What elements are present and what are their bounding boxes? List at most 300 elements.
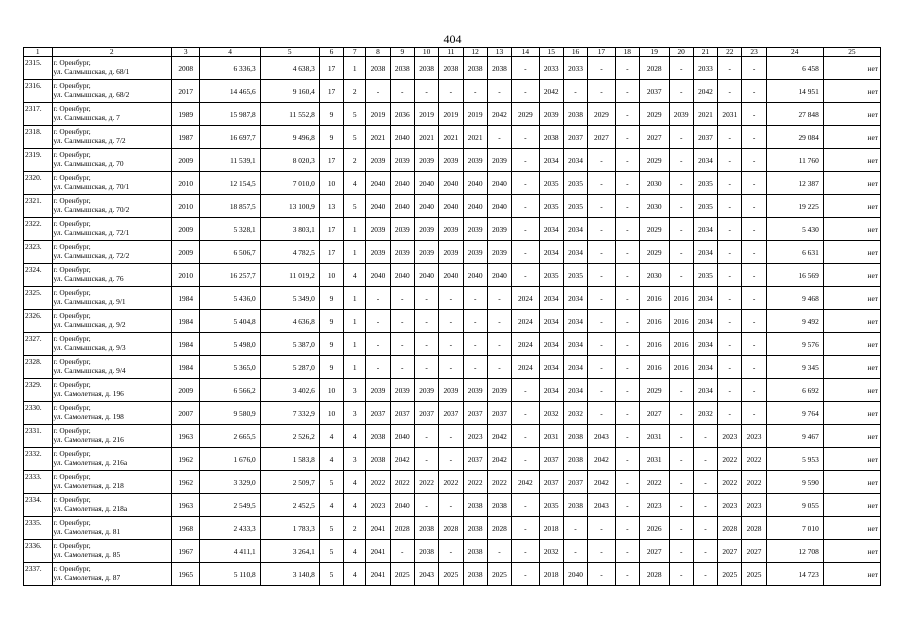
cell-col-6: 10 (319, 379, 343, 402)
cell-col-25: нет (823, 149, 880, 172)
cell-col-18: - (615, 310, 639, 333)
address-city: г. Оренбург, (53, 472, 91, 481)
cell-col-21: 2033 (693, 57, 717, 80)
cell-col-14: - (512, 517, 539, 540)
cell-col-10: 2039 (414, 379, 438, 402)
address-street: ул. Салмышская, д. 76 (53, 274, 124, 283)
cell-col-16: 2034 (563, 356, 587, 379)
cell-col-20: 2016 (669, 333, 693, 356)
cell-col-11: 2040 (439, 172, 463, 195)
cell-col-17: - (588, 310, 615, 333)
cell-col-11: 2028 (439, 517, 463, 540)
cell-col-13: 2022 (487, 471, 511, 494)
cell-col-3: 1987 (171, 126, 200, 149)
cell-col-19: 2016 (639, 333, 669, 356)
cell-col-16: 2040 (563, 563, 587, 586)
cell-col-17: 2043 (588, 494, 615, 517)
cell-col-23: - (742, 195, 766, 218)
cell-col-7: 5 (344, 126, 366, 149)
cell-col-17: - (588, 264, 615, 287)
cell-col-3: 1963 (171, 425, 200, 448)
cell-col-3: 2008 (171, 57, 200, 80)
cell-col-11: 2040 (439, 195, 463, 218)
cell-col-4: 3 329,0 (200, 471, 260, 494)
cell-col-16: 2038 (563, 494, 587, 517)
column-header-11: 11 (439, 48, 463, 57)
cell-col-24: 9 468 (766, 287, 823, 310)
cell-col-23: - (742, 287, 766, 310)
cell-col-14: - (512, 241, 539, 264)
cell-col-13: 2042 (487, 448, 511, 471)
cell-col-17: - (588, 218, 615, 241)
column-header-23: 23 (742, 48, 766, 57)
cell-col-6: 4 (319, 425, 343, 448)
cell-col-4: 6 506,7 (200, 241, 260, 264)
address-city: г. Оренбург, (53, 219, 91, 228)
cell-col-14: - (512, 402, 539, 425)
cell-col-11: - (439, 494, 463, 517)
table-row (24, 563, 881, 586)
cell-col-24: 19 225 (766, 195, 823, 218)
cell-col-5: 11 552,8 (260, 103, 319, 126)
row-number: 2327. (24, 333, 53, 356)
cell-col-9: 2039 (390, 379, 414, 402)
cell-col-7: 1 (344, 241, 366, 264)
cell-col-14: - (512, 126, 539, 149)
cell-col-18: - (615, 425, 639, 448)
cell-col-13: - (487, 310, 511, 333)
cell-col-7: 4 (344, 540, 366, 563)
column-header-3: 3 (171, 48, 200, 57)
cell-col-19: 2016 (639, 310, 669, 333)
cell-col-22: - (718, 402, 742, 425)
cell-col-4: 4 411,1 (200, 540, 260, 563)
cell-col-15: 2035 (539, 494, 563, 517)
address-city: г. Оренбург, (53, 495, 91, 504)
address-city: г. Оренбург, (53, 58, 91, 67)
cell-col-8: - (366, 80, 390, 103)
cell-col-25: нет (823, 57, 880, 80)
cell-col-8: 2019 (366, 103, 390, 126)
cell-col-15: 2034 (539, 310, 563, 333)
cell-col-17: 2043 (588, 425, 615, 448)
cell-col-5: 13 100,9 (260, 195, 319, 218)
column-number-row (24, 48, 881, 57)
cell-col-16: 2037 (563, 471, 587, 494)
cell-col-22: 2022 (718, 448, 742, 471)
cell-col-12: 2040 (463, 172, 487, 195)
cell-col-7: 4 (344, 172, 366, 195)
cell-col-6: 9 (319, 287, 343, 310)
cell-col-6: 9 (319, 333, 343, 356)
table-row (24, 57, 881, 80)
cell-col-10: 2038 (414, 540, 438, 563)
address-city: г. Оренбург, (53, 173, 91, 182)
row-number: 2318. (24, 126, 53, 149)
cell-col-17: - (588, 57, 615, 80)
cell-col-11: 2040 (439, 264, 463, 287)
row-number: 2321. (24, 195, 53, 218)
cell-col-9: 2025 (390, 563, 414, 586)
cell-col-10: 2038 (414, 57, 438, 80)
address-city: г. Оренбург, (53, 265, 91, 274)
cell-col-10: 2019 (414, 103, 438, 126)
address-street: ул. Самолетная, д. 216а (53, 458, 128, 467)
page-number: 404 (443, 32, 462, 46)
cell-col-15: 2039 (539, 103, 563, 126)
cell-col-14: 2024 (512, 356, 539, 379)
cell-col-9: 2038 (390, 57, 414, 80)
address-street: ул. Самолетная, д. 85 (53, 550, 121, 559)
cell-col-15: 2037 (539, 448, 563, 471)
cell-col-6: 17 (319, 149, 343, 172)
cell-col-3: 1968 (171, 517, 200, 540)
address-street: ул. Салмышская, д. 70 (53, 159, 124, 168)
cell-col-18: - (615, 195, 639, 218)
cell-col-7: 1 (344, 218, 366, 241)
cell-col-3: 1984 (171, 356, 200, 379)
cell-col-25: нет (823, 310, 880, 333)
cell-col-10: 2039 (414, 149, 438, 172)
column-header-6: 6 (319, 48, 343, 57)
row-number: 2329. (24, 379, 53, 402)
cell-col-9: - (390, 540, 414, 563)
cell-col-19: 2031 (639, 448, 669, 471)
cell-col-23: - (742, 80, 766, 103)
cell-col-16: 2035 (563, 172, 587, 195)
address-city: г. Оренбург, (53, 334, 91, 343)
cell-col-25: нет (823, 126, 880, 149)
row-number: 2334. (24, 494, 53, 517)
cell-col-21: - (693, 494, 717, 517)
cell-col-22: - (718, 172, 742, 195)
cell-col-9: 2039 (390, 241, 414, 264)
cell-col-8: - (366, 333, 390, 356)
cell-col-14: - (512, 425, 539, 448)
cell-col-12: 2038 (463, 540, 487, 563)
address-city: г. Оренбург, (53, 564, 91, 573)
cell-col-14: - (512, 448, 539, 471)
cell-col-17: - (588, 287, 615, 310)
cell-col-8: 2040 (366, 172, 390, 195)
cell-col-20: 2039 (669, 103, 693, 126)
cell-col-24: 5 430 (766, 218, 823, 241)
cell-col-18: - (615, 333, 639, 356)
cell-col-16: - (563, 540, 587, 563)
table-row (24, 264, 881, 287)
cell-col-3: 2009 (171, 149, 200, 172)
cell-col-22: 2022 (718, 471, 742, 494)
cell-col-14: - (512, 195, 539, 218)
cell-col-23: - (742, 57, 766, 80)
cell-col-16: 2034 (563, 333, 587, 356)
cell-col-25: нет (823, 494, 880, 517)
cell-col-15: 2037 (539, 471, 563, 494)
cell-col-11: - (439, 333, 463, 356)
cell-col-12: 2019 (463, 103, 487, 126)
address-city: г. Оренбург, (53, 127, 91, 136)
cell-col-17: 2042 (588, 448, 615, 471)
row-number: 2335. (24, 517, 53, 540)
cell-col-6: 17 (319, 218, 343, 241)
address-street: ул. Самолетная, д. 218 (53, 481, 124, 490)
cell-col-11: 2037 (439, 402, 463, 425)
cell-col-11: 2039 (439, 241, 463, 264)
cell-col-16: 2034 (563, 379, 587, 402)
cell-col-12: 2038 (463, 563, 487, 586)
cell-col-14: 2042 (512, 471, 539, 494)
cell-col-6: 9 (319, 356, 343, 379)
cell-col-17: - (588, 540, 615, 563)
cell-col-3: 1989 (171, 103, 200, 126)
address-street: ул. Самолетная, д. 81 (53, 527, 121, 536)
cell-col-5: 1 583,8 (260, 448, 319, 471)
table-row (24, 103, 881, 126)
cell-col-20: - (669, 126, 693, 149)
cell-col-6: 5 (319, 540, 343, 563)
row-number: 2331. (24, 425, 53, 448)
cell-col-10: - (414, 310, 438, 333)
cell-col-6: 4 (319, 448, 343, 471)
cell-col-25: нет (823, 563, 880, 586)
address-street: ул. Самолетная, д. 87 (53, 573, 121, 582)
cell-col-18: - (615, 126, 639, 149)
cell-col-20: - (669, 494, 693, 517)
cell-col-21: 2021 (693, 103, 717, 126)
cell-col-11: 2039 (439, 149, 463, 172)
cell-col-5: 3 140,8 (260, 563, 319, 586)
cell-col-3: 2010 (171, 195, 200, 218)
cell-col-8: - (366, 310, 390, 333)
cell-col-22: 2023 (718, 494, 742, 517)
cell-col-23: 2022 (742, 448, 766, 471)
cell-col-23: 2023 (742, 425, 766, 448)
cell-col-3: 2009 (171, 241, 200, 264)
cell-col-16: 2033 (563, 57, 587, 80)
address-street: ул. Салмышская, д. 9/4 (53, 366, 126, 375)
cell-col-23: - (742, 241, 766, 264)
cell-col-12: 2037 (463, 402, 487, 425)
cell-col-5: 7 010,0 (260, 172, 319, 195)
column-header-7: 7 (344, 48, 366, 57)
cell-col-9: 2040 (390, 494, 414, 517)
cell-col-21: - (693, 448, 717, 471)
table-row (24, 333, 881, 356)
cell-col-24: 9 590 (766, 471, 823, 494)
cell-col-23: 2027 (742, 540, 766, 563)
cell-col-16: 2035 (563, 264, 587, 287)
cell-col-20: - (669, 149, 693, 172)
cell-col-20: 2016 (669, 356, 693, 379)
cell-col-22: - (718, 80, 742, 103)
cell-col-22: - (718, 333, 742, 356)
column-header-10: 10 (414, 48, 438, 57)
cell-col-6: 10 (319, 402, 343, 425)
cell-col-9: - (390, 310, 414, 333)
cell-col-24: 11 760 (766, 149, 823, 172)
column-header-22: 22 (718, 48, 742, 57)
cell-col-11: - (439, 448, 463, 471)
cell-col-18: - (615, 103, 639, 126)
cell-col-10: 2040 (414, 172, 438, 195)
cell-col-16: 2034 (563, 241, 587, 264)
cell-col-19: 2029 (639, 103, 669, 126)
cell-col-10: 2039 (414, 218, 438, 241)
cell-col-19: 2030 (639, 264, 669, 287)
cell-col-18: - (615, 471, 639, 494)
cell-col-3: 1984 (171, 310, 200, 333)
table-row (24, 241, 881, 264)
cell-col-7: 3 (344, 402, 366, 425)
cell-col-21: 2034 (693, 218, 717, 241)
cell-col-4: 5 436,0 (200, 287, 260, 310)
address-cell (52, 149, 171, 172)
address-cell (52, 356, 171, 379)
table-row (24, 356, 881, 379)
cell-col-23: - (742, 402, 766, 425)
cell-col-21: 2037 (693, 126, 717, 149)
cell-col-3: 2010 (171, 172, 200, 195)
cell-col-5: 4 782,5 (260, 241, 319, 264)
address-city: г. Оренбург, (53, 288, 91, 297)
cell-col-4: 2 549,5 (200, 494, 260, 517)
cell-col-7: 1 (344, 333, 366, 356)
cell-col-4: 6 336,3 (200, 57, 260, 80)
cell-col-25: нет (823, 471, 880, 494)
column-header-4: 4 (200, 48, 260, 57)
cell-col-25: нет (823, 287, 880, 310)
cell-col-8: 2038 (366, 57, 390, 80)
cell-col-10: 2043 (414, 563, 438, 586)
address-city: г. Оренбург, (53, 81, 91, 90)
cell-col-8: 2039 (366, 149, 390, 172)
cell-col-24: 7 010 (766, 517, 823, 540)
cell-col-22: 2025 (718, 563, 742, 586)
cell-col-19: 2037 (639, 80, 669, 103)
cell-col-5: 7 332,9 (260, 402, 319, 425)
cell-col-23: 2022 (742, 471, 766, 494)
cell-col-23: - (742, 126, 766, 149)
cell-col-14: - (512, 149, 539, 172)
cell-col-8: 2039 (366, 379, 390, 402)
cell-col-3: 2007 (171, 402, 200, 425)
cell-col-3: 1963 (171, 494, 200, 517)
address-city: г. Оренбург, (53, 242, 91, 251)
cell-col-23: - (742, 218, 766, 241)
cell-col-4: 5 365,0 (200, 356, 260, 379)
cell-col-17: 2042 (588, 471, 615, 494)
cell-col-8: 2038 (366, 448, 390, 471)
cell-col-5: 11 019,2 (260, 264, 319, 287)
cell-col-20: - (669, 563, 693, 586)
cell-col-7: 1 (344, 356, 366, 379)
address-cell (52, 333, 171, 356)
cell-col-6: 5 (319, 517, 343, 540)
cell-col-15: 2031 (539, 425, 563, 448)
cell-col-20: - (669, 264, 693, 287)
cell-col-12: 2037 (463, 448, 487, 471)
cell-col-21: 2032 (693, 402, 717, 425)
cell-col-13: - (487, 333, 511, 356)
cell-col-7: 2 (344, 80, 366, 103)
cell-col-10: - (414, 80, 438, 103)
cell-col-17: 2029 (588, 103, 615, 126)
cell-col-11: 2022 (439, 471, 463, 494)
cell-col-19: 2029 (639, 149, 669, 172)
address-city: г. Оренбург, (53, 311, 91, 320)
cell-col-15: 2034 (539, 356, 563, 379)
cell-col-24: 9 492 (766, 310, 823, 333)
cell-col-12: - (463, 333, 487, 356)
cell-col-11: 2039 (439, 379, 463, 402)
row-number: 2325. (24, 287, 53, 310)
cell-col-13: - (487, 126, 511, 149)
cell-col-22: 2031 (718, 103, 742, 126)
address-street: ул. Самолетная, д. 216 (53, 435, 124, 444)
cell-col-5: 3 803,1 (260, 218, 319, 241)
cell-col-3: 1967 (171, 540, 200, 563)
cell-col-23: - (742, 379, 766, 402)
cell-col-7: 1 (344, 287, 366, 310)
cell-col-22: - (718, 264, 742, 287)
cell-col-12: 2039 (463, 218, 487, 241)
cell-col-13: 2039 (487, 379, 511, 402)
cell-col-11: 2039 (439, 218, 463, 241)
cell-col-4: 11 539,1 (200, 149, 260, 172)
cell-col-14: 2024 (512, 333, 539, 356)
row-number: 2333. (24, 471, 53, 494)
cell-col-12: - (463, 310, 487, 333)
cell-col-23: - (742, 172, 766, 195)
cell-col-11: - (439, 540, 463, 563)
address-cell (52, 287, 171, 310)
cell-col-11: - (439, 80, 463, 103)
address-cell (52, 57, 171, 80)
address-cell (52, 517, 171, 540)
cell-col-23: 2023 (742, 494, 766, 517)
table-row (24, 517, 881, 540)
cell-col-18: - (615, 563, 639, 586)
cell-col-12: - (463, 356, 487, 379)
cell-col-21: 2034 (693, 356, 717, 379)
cell-col-20: - (669, 448, 693, 471)
cell-col-5: 3 264,1 (260, 540, 319, 563)
cell-col-14: - (512, 218, 539, 241)
cell-col-9: - (390, 356, 414, 379)
cell-col-22: 2027 (718, 540, 742, 563)
column-header-12: 12 (463, 48, 487, 57)
cell-col-9: - (390, 333, 414, 356)
cell-col-24: 14 723 (766, 563, 823, 586)
column-header-24: 24 (766, 48, 823, 57)
cell-col-13: 2038 (487, 57, 511, 80)
cell-col-8: 2023 (366, 494, 390, 517)
cell-col-15: 2034 (539, 149, 563, 172)
cell-col-23: - (742, 356, 766, 379)
address-city: г. Оренбург, (53, 541, 91, 550)
cell-col-20: - (669, 517, 693, 540)
cell-col-12: 2023 (463, 425, 487, 448)
cell-col-19: 2029 (639, 218, 669, 241)
cell-col-25: нет (823, 241, 880, 264)
address-cell (52, 471, 171, 494)
address-city: г. Оренбург, (53, 196, 91, 205)
address-cell (52, 425, 171, 448)
cell-col-9: 2022 (390, 471, 414, 494)
address-cell (52, 494, 171, 517)
cell-col-15: 2035 (539, 264, 563, 287)
cell-col-12: 2022 (463, 471, 487, 494)
